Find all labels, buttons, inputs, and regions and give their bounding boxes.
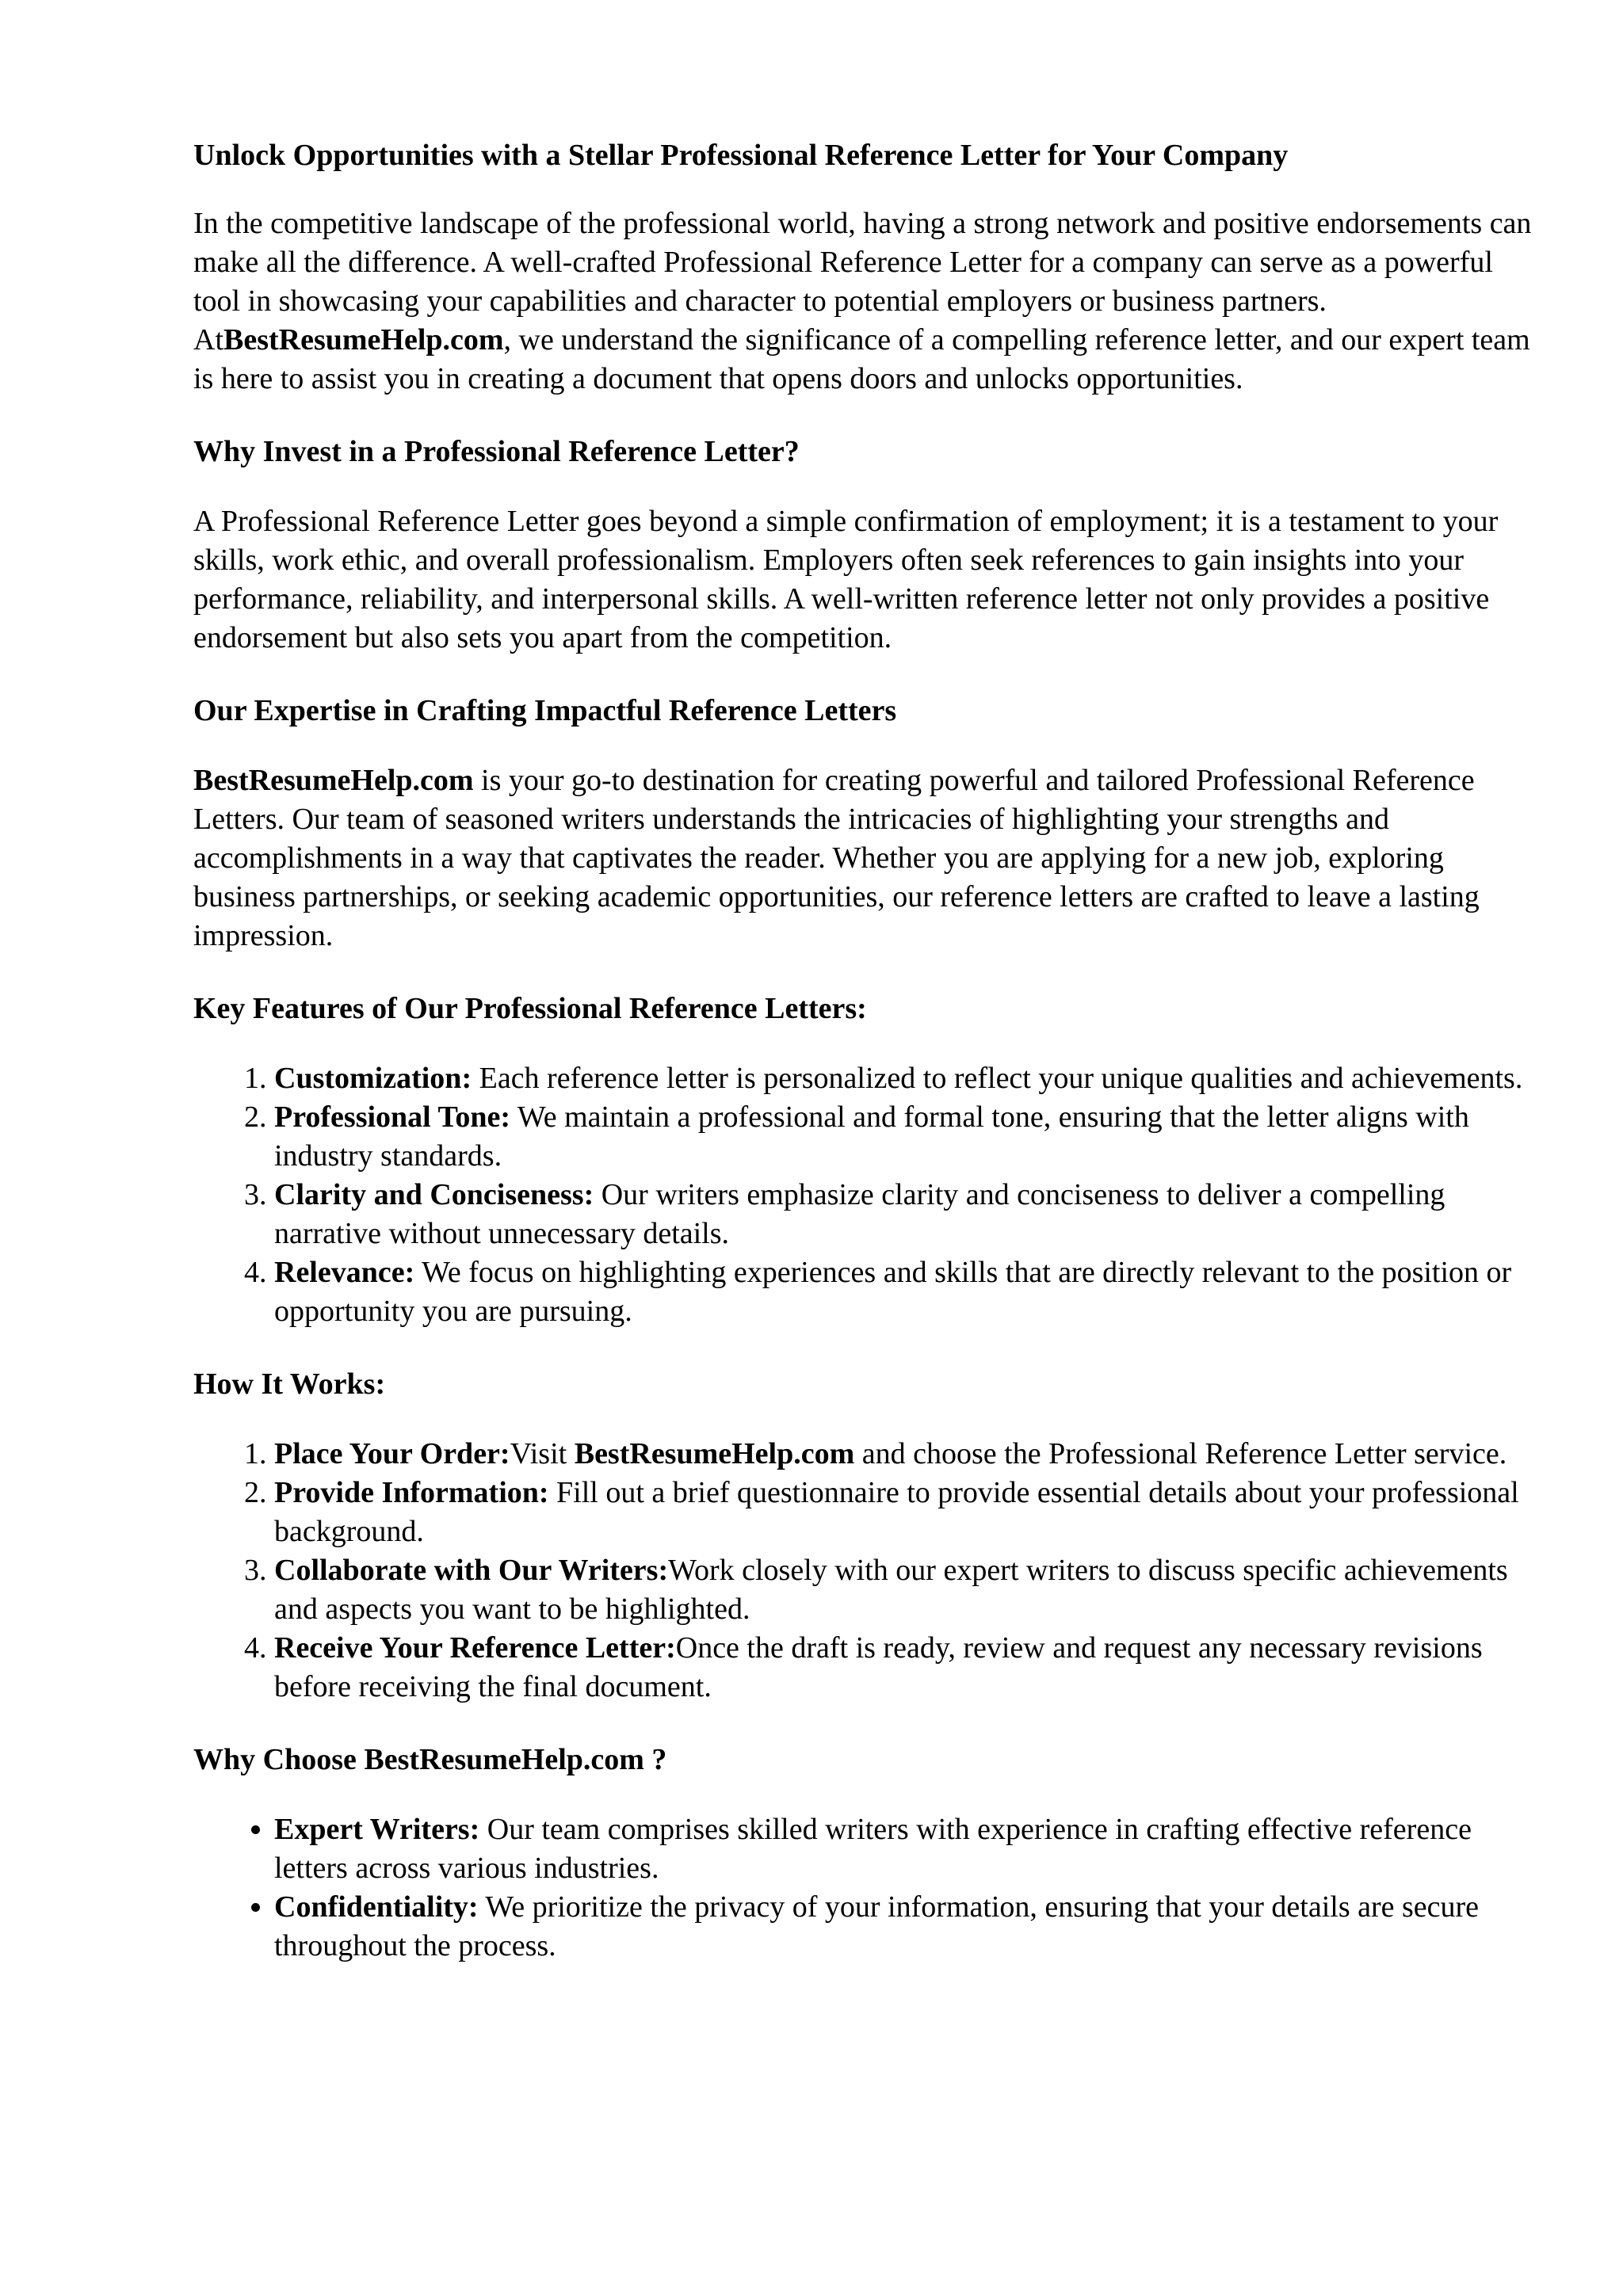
feature-label: Relevance: — [274, 1256, 415, 1289]
benefit-label: Confidentiality: — [274, 1890, 479, 1924]
step-text: Once the draft is ready, review and request any necessary revisions before receiving the final document. — [274, 1631, 1483, 1703]
list-item — [274, 1176, 1541, 1253]
intro-brand-name: BestResumeHelp.com — [223, 323, 504, 357]
intro-text-before: In the competitive landscape of the professional world, having a strong network and positive endorsements can make all the difference. A well-crafted Professional Reference Letter for a company can serve as a powerful tool in showcasing your capabilities and character to potential employers or business partners. At — [193, 207, 1532, 357]
step-brand-name: BestResumeHelp.com — [574, 1437, 855, 1470]
how-it-works-list — [193, 1435, 1541, 1707]
list-item — [274, 1059, 1541, 1098]
benefit-text: Our team comprises skilled writers with experience in crafting effective reference letters across various industries. — [274, 1813, 1472, 1885]
list-item — [274, 1888, 1541, 1966]
document-title: Unlock Opportunities with a Stellar Professional Reference Letter for Your Company — [193, 139, 1289, 172]
list-item — [274, 1810, 1541, 1888]
feature-text: We maintain a professional and formal tone, ensuring that the letter aligns with industry standards. — [274, 1100, 1469, 1173]
feature-text: We focus on highlighting experiences and skills that are directly relevant to the position or opportunity you are pursuing. — [274, 1256, 1512, 1328]
section-heading-why-invest: Why Invest in a Professional Reference Letter? — [193, 435, 800, 468]
intro-paragraph — [193, 204, 1541, 399]
benefit-label: Expert Writers: — [274, 1813, 480, 1846]
section-heading-key-features: Key Features of Our Professional Reference Letters: — [193, 992, 867, 1025]
list-item — [274, 1435, 1541, 1474]
feature-label: Customization: — [274, 1062, 472, 1095]
expertise-text: is your go-to destination for creating powerful and tailored Professional Reference Letters. Our team of seasoned writers understands the intricacies of highlighting your strengths and accomplishments in a way that captivates the reader. Whether you are applying for a new job, exploring business partnerships, or seeking academic opportunities, our reference letters are crafted to leave a lasting impression. — [193, 764, 1480, 952]
list-item — [274, 1098, 1541, 1176]
step-text: Fill out a brief questionnaire to provide essential details about your professional background. — [274, 1476, 1519, 1548]
step-text: and choose the Professional Reference Letter service. — [854, 1437, 1507, 1470]
key-features-list — [193, 1059, 1541, 1331]
step-text: Work closely with our expert writers to discuss specific achievements and aspects you want to be highlighted. — [274, 1554, 1508, 1626]
list-item — [274, 1253, 1541, 1331]
why-invest-paragraph: A Professional Reference Letter goes beyond a simple confirmation of employment; it is a testament to your skills, work ethic, and overall professionalism. Employers often seek references to gain insights into your performance, reliability, and interpersonal skills. A well-written reference letter not only provides a positive endorsement but also sets you apart from the competition. — [193, 505, 1499, 654]
feature-label: Professional Tone: — [274, 1100, 511, 1134]
step-label: Place Your Order: — [274, 1437, 510, 1470]
feature-label: Clarity and Conciseness: — [274, 1178, 594, 1211]
step-label: Provide Information: — [274, 1476, 549, 1509]
section-heading-why-choose: Why Choose BestResumeHelp.com ? — [193, 1743, 667, 1776]
section-heading-expertise: Our Expertise in Crafting Impactful Reference Letters — [193, 694, 897, 727]
intro-text-after: , we understand the significance of a compelling reference letter, and our expert team is here to assist you in creating a document that opens doors and unlocks opportunities. — [193, 323, 1530, 395]
step-label: Receive Your Reference Letter: — [274, 1631, 676, 1665]
benefit-text: We prioritize the privacy of your information, ensuring that your details are secure throughout the process. — [274, 1890, 1480, 1962]
list-item — [274, 1629, 1541, 1707]
why-choose-list — [193, 1810, 1541, 1966]
list-item — [274, 1551, 1541, 1629]
list-item — [274, 1474, 1541, 1551]
expertise-paragraph — [193, 761, 1541, 955]
feature-text: Our writers emphasize clarity and conciseness to deliver a compelling narrative without unnecessary details. — [274, 1178, 1445, 1250]
section-heading-how-it-works: How It Works: — [193, 1367, 386, 1401]
step-label: Collaborate with Our Writers: — [274, 1554, 669, 1587]
feature-text: Each reference letter is personalized to reflect your unique qualities and achievements. — [472, 1062, 1523, 1095]
document-page — [193, 125, 1541, 2000]
expertise-brand-name: BestResumeHelp.com — [193, 764, 474, 797]
step-prefix: Visit — [510, 1437, 575, 1470]
